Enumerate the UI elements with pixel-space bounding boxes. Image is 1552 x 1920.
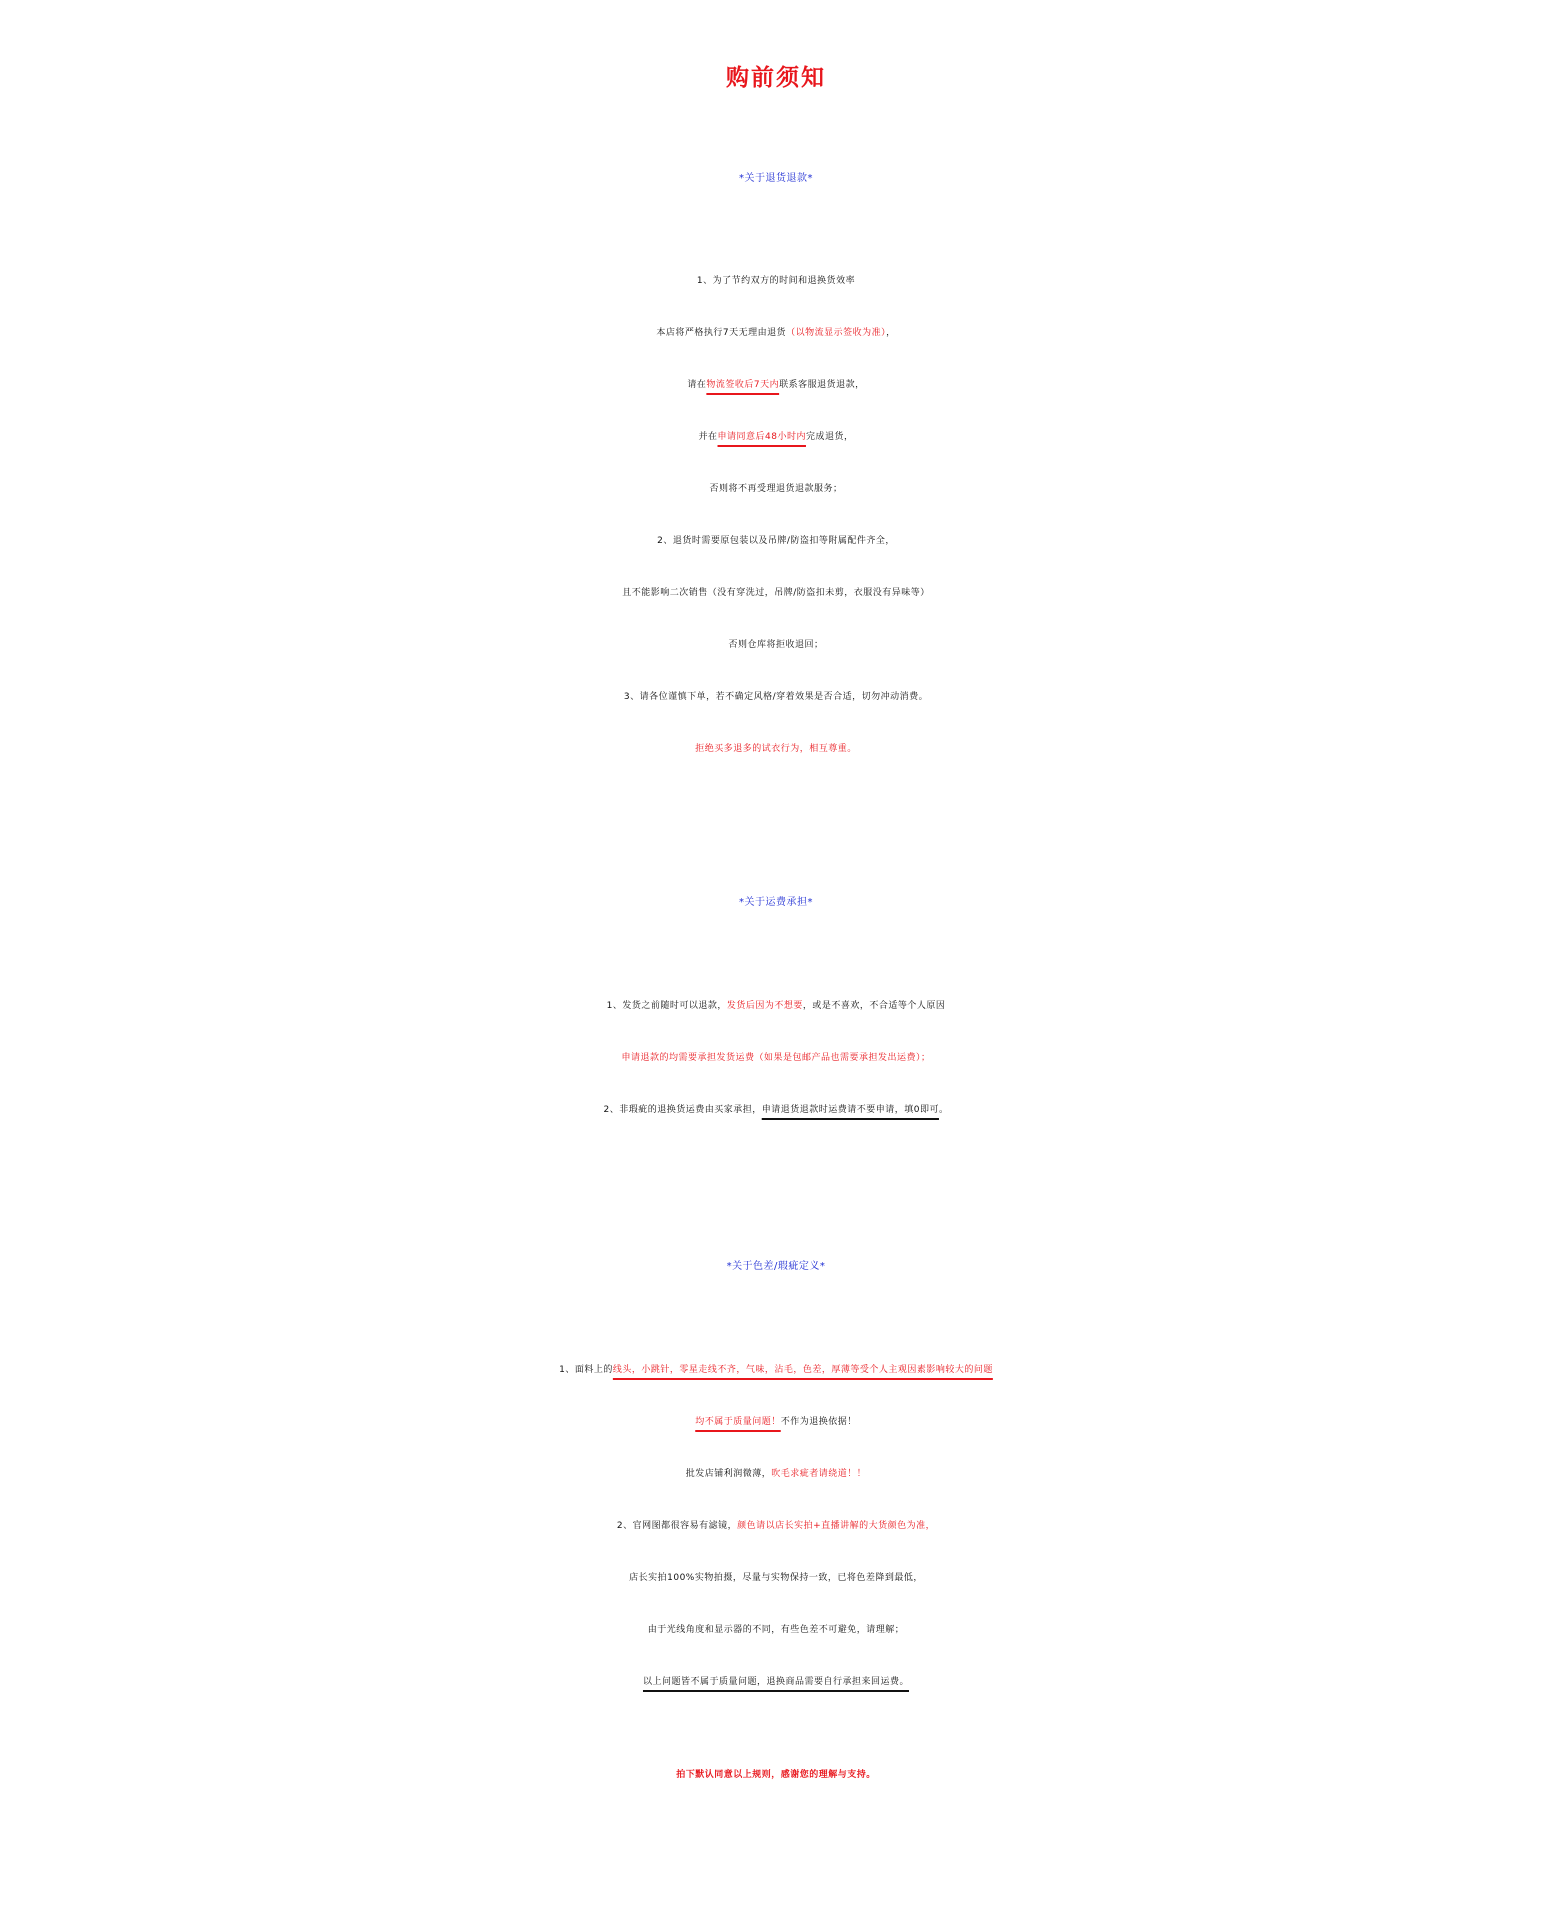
defects-line-1-highlight: 线头，小跳针，零星走线不齐，气味，沾毛，色差，厚薄等受个人主观因素影响较大的问题 — [612, 1365, 993, 1375]
returns-line-9-text: 3、请各位谨慎下单，若不确定风格/穿着效果是否合适，切勿冲动消费。 — [623, 692, 929, 702]
returns-line-9 — [0, 677, 1552, 717]
shipping-line-2-text: 申请退款的均需要承担发货运费（如果是包邮产品也需要承担发出运费）； — [621, 1053, 931, 1063]
returns-line-1-text: 1、为了节约双方的时间和退换货效率 — [696, 276, 856, 286]
returns-line-4-highlight: 申请同意后48小时内 — [717, 432, 806, 442]
defects-line-1 — [0, 1350, 1552, 1390]
defects-line-2-end: 不作为退换依据！ — [780, 1417, 857, 1427]
defects-line-4 — [0, 1506, 1552, 1546]
defects-line-2-highlight: 均不属于质量问题！ — [695, 1417, 781, 1427]
defects-line-7 — [0, 1662, 1552, 1702]
shipping-line-3-text: 2、非瑕疵的退换货运费由买家承担， — [603, 1105, 762, 1115]
defects-line-3 — [0, 1454, 1552, 1494]
shipping-line-3-end: 。 — [938, 1105, 949, 1115]
returns-line-3-highlight: 物流签收后7天内 — [706, 380, 780, 390]
shipping-line-1 — [0, 986, 1552, 1026]
returns-line-2-highlight: （以物流显示签收为准） — [786, 328, 887, 338]
returns-line-3-text: 请在 — [687, 380, 707, 390]
returns-line-10-text: 拒绝买多退多的试衣行为，相互尊重。 — [695, 744, 857, 754]
agreement-notice: 拍下默认同意以上规则，感谢您的理解与支持。 — [676, 1770, 876, 1780]
returns-line-4 — [0, 417, 1552, 457]
returns-line-8-text: 否则仓库将拒收退回； — [728, 640, 824, 650]
defects-line-6 — [0, 1610, 1552, 1650]
returns-line-6-text: 2、退货时需要原包装以及吊牌/防盗扣等附属配件齐全， — [657, 536, 895, 546]
defects-line-4-highlight: 颜色请以店长实拍+直播讲解的大货颜色为准， — [737, 1521, 936, 1531]
defects-line-3-text: 批发店铺利润微薄， — [685, 1469, 772, 1479]
shipping-line-3 — [0, 1090, 1552, 1130]
returns-line-4-end: 完成退货， — [805, 432, 854, 442]
returns-line-8 — [0, 625, 1552, 665]
defects-line-6-text: 由于光线角度和显示器的不同，有些色差不可避免，请理解； — [647, 1625, 905, 1635]
shipping-line-1-highlight: 发货后因为不想要 — [726, 1001, 803, 1011]
section-heading-color-defects: *关于色差/瑕疵定义* — [726, 1261, 826, 1272]
returns-line-2-text: 本店将严格执行7天无理由退货 — [656, 328, 787, 338]
shipping-line-1-text: 1、发货之前随时可以退款， — [606, 1001, 727, 1011]
returns-line-1 — [0, 261, 1552, 301]
returns-line-7-text: 且不能影响二次销售（没有穿洗过，吊牌/防盗扣未剪，衣服没有异味等） — [622, 588, 930, 598]
returns-line-3 — [0, 365, 1552, 405]
returns-line-5-text: 否则将不再受理退货退款服务； — [709, 484, 843, 494]
defects-line-5-text: 店长实拍100%实物拍摄，尽量与实物保持一致，已将色差降到最低， — [629, 1573, 923, 1583]
returns-line-7 — [0, 573, 1552, 613]
returns-line-10 — [0, 729, 1552, 769]
returns-line-2 — [0, 313, 1552, 353]
defects-line-1-text: 1、面料上的 — [559, 1365, 613, 1375]
returns-line-3-end: 联系客服退货退款， — [779, 380, 865, 390]
shipping-line-1-end: ，或是不喜欢，不合适等个人原因 — [802, 1001, 946, 1011]
page-title: 购前须知 — [726, 65, 826, 91]
section-heading-returns: *关于退货退款* — [739, 173, 813, 184]
defects-line-4-text: 2、官网图都很容易有滤镜， — [616, 1521, 738, 1531]
defects-line-2 — [0, 1402, 1552, 1442]
returns-line-2-end: ， — [886, 328, 896, 338]
returns-line-4-text: 并在 — [698, 432, 718, 442]
defects-line-5 — [0, 1558, 1552, 1598]
section-heading-shipping: *关于运费承担* — [739, 897, 813, 908]
returns-line-6 — [0, 521, 1552, 561]
shipping-line-2 — [0, 1038, 1552, 1078]
returns-line-5 — [0, 469, 1552, 509]
shipping-line-3-underlined: 申请退货退款时运费请不要申请，填0即可 — [761, 1105, 939, 1115]
defects-line-3-highlight: 吹毛求疵者请绕道！！ — [771, 1469, 867, 1479]
defects-line-7-text: 以上问题皆不属于质量问题，退换商品需要自行承担来回运费。 — [642, 1677, 909, 1687]
